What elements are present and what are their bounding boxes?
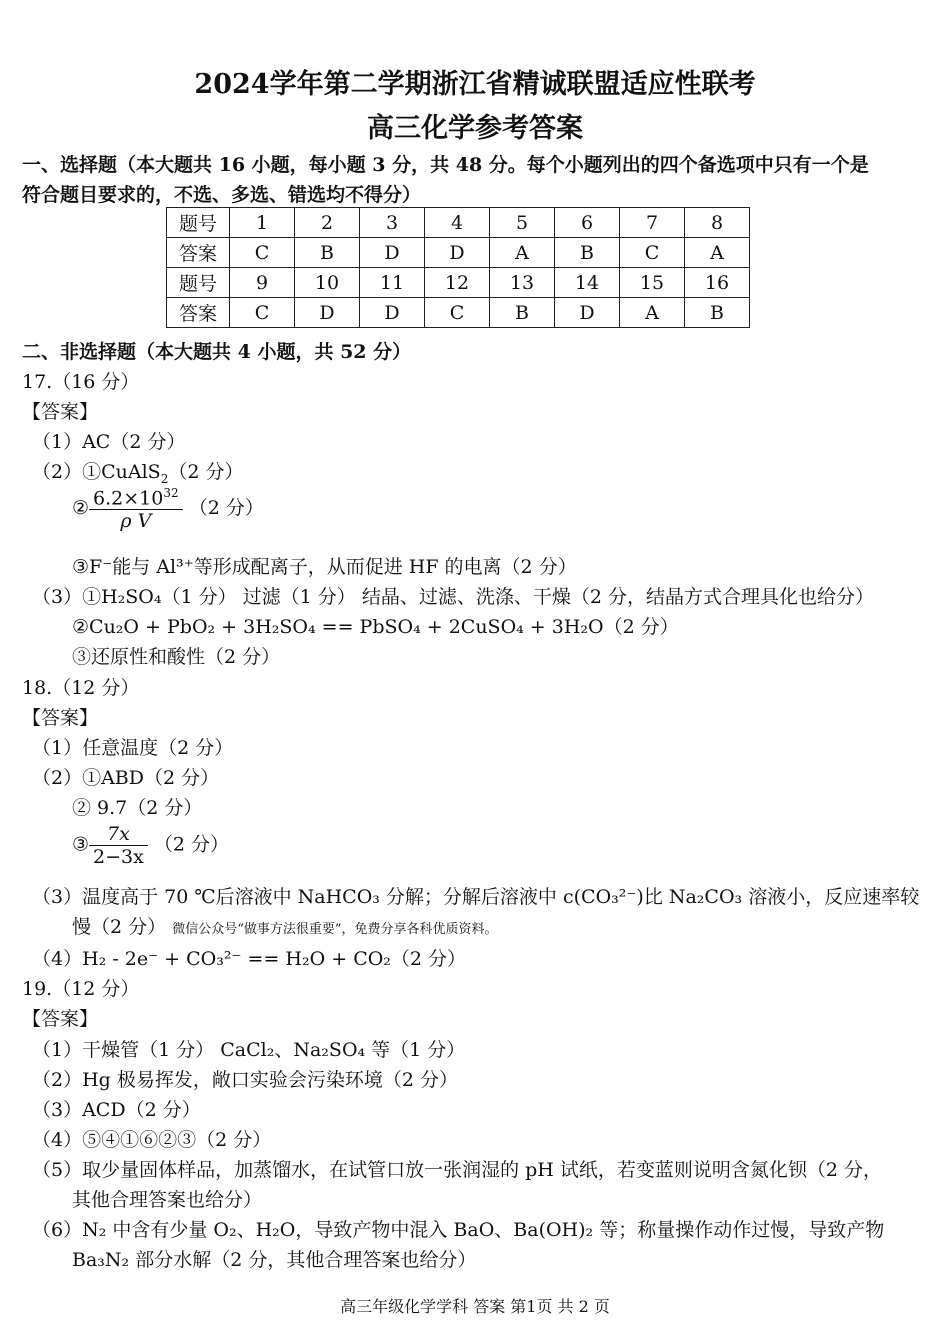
q19-line-6: 其他合理答案也给分） xyxy=(72,1189,263,1211)
section-1-heading: 一、选择题（本大题共 16 小题，每小题 3 分，共 48 分。每个小题列出的四个备选项中只有一个是 xyxy=(22,154,869,176)
q18-line-3: ② 9.7（2 分） xyxy=(72,797,203,819)
document-title: 2024学年第二学期浙江省精诚联盟适应性联考 xyxy=(194,69,756,100)
q18-heading: 18.（12 分） xyxy=(22,677,140,699)
table-row xyxy=(167,208,750,238)
answer-table xyxy=(166,207,750,328)
q19-heading: 19.（12 分） xyxy=(22,978,140,1000)
q19-line-1: （1）干燥管（1 分） CaCl₂、Na₂SO₄ 等（1 分） xyxy=(32,1039,466,1061)
table-cell: 13 xyxy=(490,268,555,298)
table-row xyxy=(167,238,750,268)
table-cell: D xyxy=(360,298,425,328)
table-cell: D xyxy=(295,298,360,328)
table-cell: 7 xyxy=(620,208,685,238)
table-cell: 3 xyxy=(360,208,425,238)
q17-line-7: ③还原性和酸性（2 分） xyxy=(72,646,281,668)
q17-fraction: $\frac{6.2\times 10^{32}}{\text{ρ V}}$ xyxy=(89,486,183,532)
q18-fraction: $\frac{7x}{2-3x}$ xyxy=(89,823,148,868)
table-cell: C xyxy=(620,238,685,268)
q17-line-2-score: （2 分） xyxy=(168,461,244,483)
table-cell: 15 xyxy=(620,268,685,298)
q18-line-7: （4）H₂ - 2e⁻ + CO₃²⁻ == H₂O + CO₂（2 分） xyxy=(32,948,467,970)
table-cell: D xyxy=(360,238,425,268)
table-cell: 8 xyxy=(685,208,750,238)
q18-line-2: （2）①ABD（2 分） xyxy=(32,767,220,789)
table-cell: 11 xyxy=(360,268,425,298)
table-cell: 2 xyxy=(295,208,360,238)
table-cell: 4 xyxy=(425,208,490,238)
table-cell: 6 xyxy=(555,208,620,238)
table-cell: C xyxy=(230,238,295,268)
q19-line-7: （6）N₂ 中含有少量 O₂、H₂O，导致产物中混入 BaO、Ba(OH)₂ 等；称量操作动作过慢，导致产物 xyxy=(32,1219,885,1241)
section-2-heading: 二、非选择题（本大题共 4 小题，共 52 分） xyxy=(22,341,412,363)
q19-line-3: （3）ACD（2 分） xyxy=(32,1099,201,1121)
q17-line-1: （1）AC（2 分） xyxy=(32,431,186,453)
table-cell: B xyxy=(685,298,750,328)
table-cell: 9 xyxy=(230,268,295,298)
table-row-header: 题号 xyxy=(167,208,230,238)
q17-line-4: ③F⁻能与 Al³⁺等形成配离子，从而促进 HF 的电离（2 分） xyxy=(72,556,577,578)
q17-line-2: （2）①CuAlS$_2$（2 分） xyxy=(32,461,244,486)
table-cell: B xyxy=(490,298,555,328)
table-cell: 1 xyxy=(230,208,295,238)
table-cell: 14 xyxy=(555,268,620,298)
q18-line-6: 慢（2 分） 微信公众号“做事方法很重要”，免费分享各科优质资料。 xyxy=(72,916,498,938)
q17-line-3-score: （2 分） xyxy=(188,497,264,520)
q17-line-2-text: （2）①CuAlS xyxy=(32,461,161,483)
q18-line-4: ③ $\frac{7x}{2-3x}$ （2 分） xyxy=(72,823,230,868)
wechat-note: 微信公众号“做事方法很重要”，免费分享各科优质资料。 xyxy=(172,922,498,937)
table-cell: 10 xyxy=(295,268,360,298)
q19-answer-label: 【答案】 xyxy=(22,1008,99,1030)
q18-line-4-score: （2 分） xyxy=(153,833,230,856)
table-cell: B xyxy=(555,238,620,268)
table-cell: C xyxy=(230,298,295,328)
q17-heading: 17.（16 分） xyxy=(22,371,140,393)
table-cell: A xyxy=(685,238,750,268)
page-footer: 高三年级化学学科 答案 第1页 共 2 页 xyxy=(340,1297,610,1316)
q19-line-5: （5）取少量固体样品，加蒸馏水，在试管口放一张润湿的 pH 试纸，若变蓝则说明含氮化钡（2 分， xyxy=(32,1159,883,1181)
q17-line-3: ② $\frac{6.2\times 10^{32}}{\text{ρ V}}$ （2 分） xyxy=(72,486,264,533)
table-row-header: 题号 xyxy=(167,268,230,298)
table-cell: B xyxy=(295,238,360,268)
table-cell: A xyxy=(490,238,555,268)
q17-answer-label: 【答案】 xyxy=(22,401,99,423)
table-cell: C xyxy=(425,298,490,328)
document-subtitle: 高三化学参考答案 xyxy=(367,113,583,144)
q17-line-6: ②Cu₂O + PbO₂ + 3H₂SO₄ == PbSO₄ + 2CuSO₄ + 3H₂O（2 分） xyxy=(72,616,679,638)
table-row-header: 答案 xyxy=(167,298,230,328)
table-cell: D xyxy=(555,298,620,328)
q18-answer-label: 【答案】 xyxy=(22,707,99,729)
q18-line-1: （1）任意温度（2 分） xyxy=(32,737,234,759)
q19-line-8: Ba₃N₂ 部分水解（2 分，其他合理答案也给分） xyxy=(72,1249,477,1271)
table-row-header: 答案 xyxy=(167,238,230,268)
table-row xyxy=(167,268,750,298)
table-cell: 16 xyxy=(685,268,750,298)
table-cell: A xyxy=(620,298,685,328)
q19-line-4: （4）⑤④①⑥②③（2 分） xyxy=(32,1129,272,1151)
q19-line-2: （2）Hg 极易挥发，敞口实验会污染环境（2 分） xyxy=(32,1069,458,1091)
table-cell: 5 xyxy=(490,208,555,238)
table-cell: D xyxy=(425,238,490,268)
section-1-heading-cont: 符合题目要求的，不选、多选、错选均不得分） xyxy=(22,184,422,206)
q17-line-5: （3）①H₂SO₄（1 分） 过滤（1 分） 结晶、过滤、洗涤、干燥（2 分，结晶方式合理具化也给分） xyxy=(32,586,874,608)
table-cell: 12 xyxy=(425,268,490,298)
table-row xyxy=(167,298,750,328)
q18-line-5: （3）温度高于 70 ℃后溶液中 NaHCO₃ 分解；分解后溶液中 c(CO₃²⁻)比 Na₂CO₃ 溶液小，反应速率较 xyxy=(32,886,920,908)
